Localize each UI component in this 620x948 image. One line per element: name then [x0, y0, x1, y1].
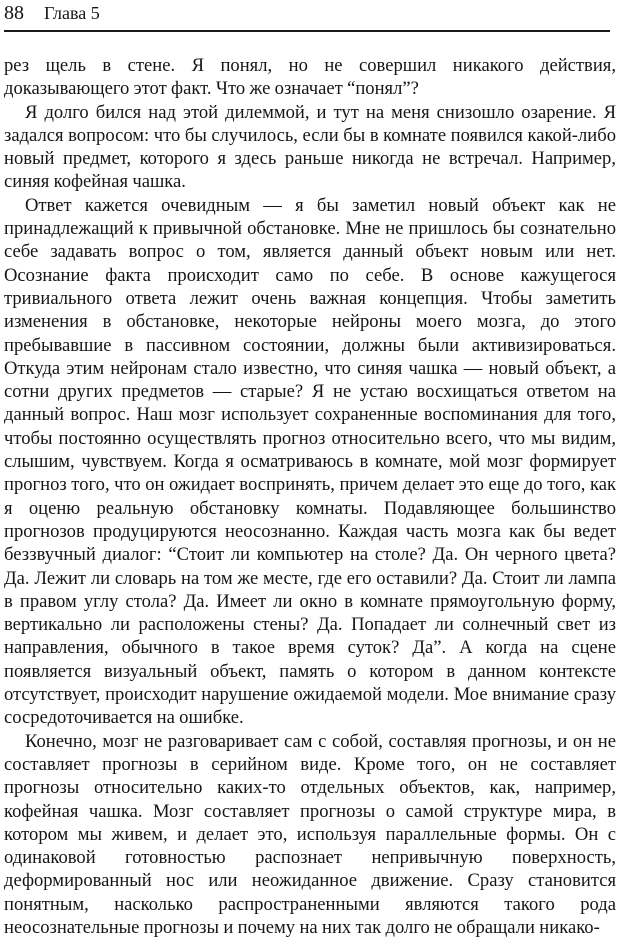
- header-rule: [4, 30, 610, 32]
- paragraph: Конечно, мозг не разговаривает сам с собой, составляя прогнозы, и он не составляет прогнозы в серийном виде. Кроме того, он не составляет прогнозы относительно каких-то отдельных объектов, как, например, кофейная чашка. Мозг составляет прогнозы о самой структуре мира, в котором мы живем, и делает это, используя параллельные формы. Он с одинаковой готовностью распознает непривычную поверхность, деформированный нос или неожиданное движение. Сразу становится понятным, насколько распространенными являются такого рода неосознательные прогнозы и почему на них так долго не обращали никако-: [4, 730, 616, 938]
- paragraph: рез щель в стене. Я понял, но не совершил никакого действия, доказывающего этот факт. Что же означает “понял”?: [4, 55, 616, 100]
- page-number: 88: [4, 2, 24, 24]
- running-head: [4, 0, 616, 27]
- paragraph: Ответ кажется очевидным — я бы заметил новый объект как не принадлежащий к привычной обстановке. Мне не пришлось бы сознательно себе задавать вопрос о том, является данный объект новым или нет. Осознание факта происходит само по себе. В основе кажущегося тривиального ответа лежит очень важная концепция. Чтобы заметить изменения в обстановке, некоторые нейроны моего мозга, до этого пребывавшие в пассивном состоянии, должны были активизироваться. Откуда этим нейронам стало известно, что синяя чашка — новый объект, а сотни других предметов — старые? Я не устаю восхищаться ответом на данный вопрос. Наш мозг использует сохраненные воспоминания для того, чтобы постоянно осуществлять прогноз относительно всего, что мы видим, слышим, чувствуем. Когда я осматриваюсь в комнате, мой мозг формирует прогноз того, что он ожидает воспринять, причем делает это еще до того, как я оценю реальную обстановку комнаты. Подавляющее большинство прогнозов продуцируются неосознанно. Каждая часть мозга как бы ведет беззвучный диалог: “Стоит ли компьютер на столе? Да. Он черного цвета? Да. Лежит ли словарь на том же месте, где его оставили? Да. Стоит ли лампа в правом углу стола? Да. Имеет ли окно в комнате прямоугольную форму, вертикально ли расположены стены? Да. Попадает ли солнечный свет из направления, обычного в такое время суток? Да”. А когда на сцене появляется визуальный объект, память о котором в данном контексте отсутствует, происходит нарушение ожидаемой модели. Мое внимание сразу сосредоточивается на ошибке.: [4, 194, 616, 729]
- body-text: [4, 54, 616, 939]
- paragraph: Я долго бился над этой дилеммой, и тут на меня снизошло озарение. Я задался вопросом: что бы случилось, если бы в комнате появился какой-либо новый предмет, которого я здесь раньше никогда не встречал. Например, синяя кофейная чашка.: [4, 101, 616, 193]
- chapter-label: Глава 5: [44, 3, 100, 23]
